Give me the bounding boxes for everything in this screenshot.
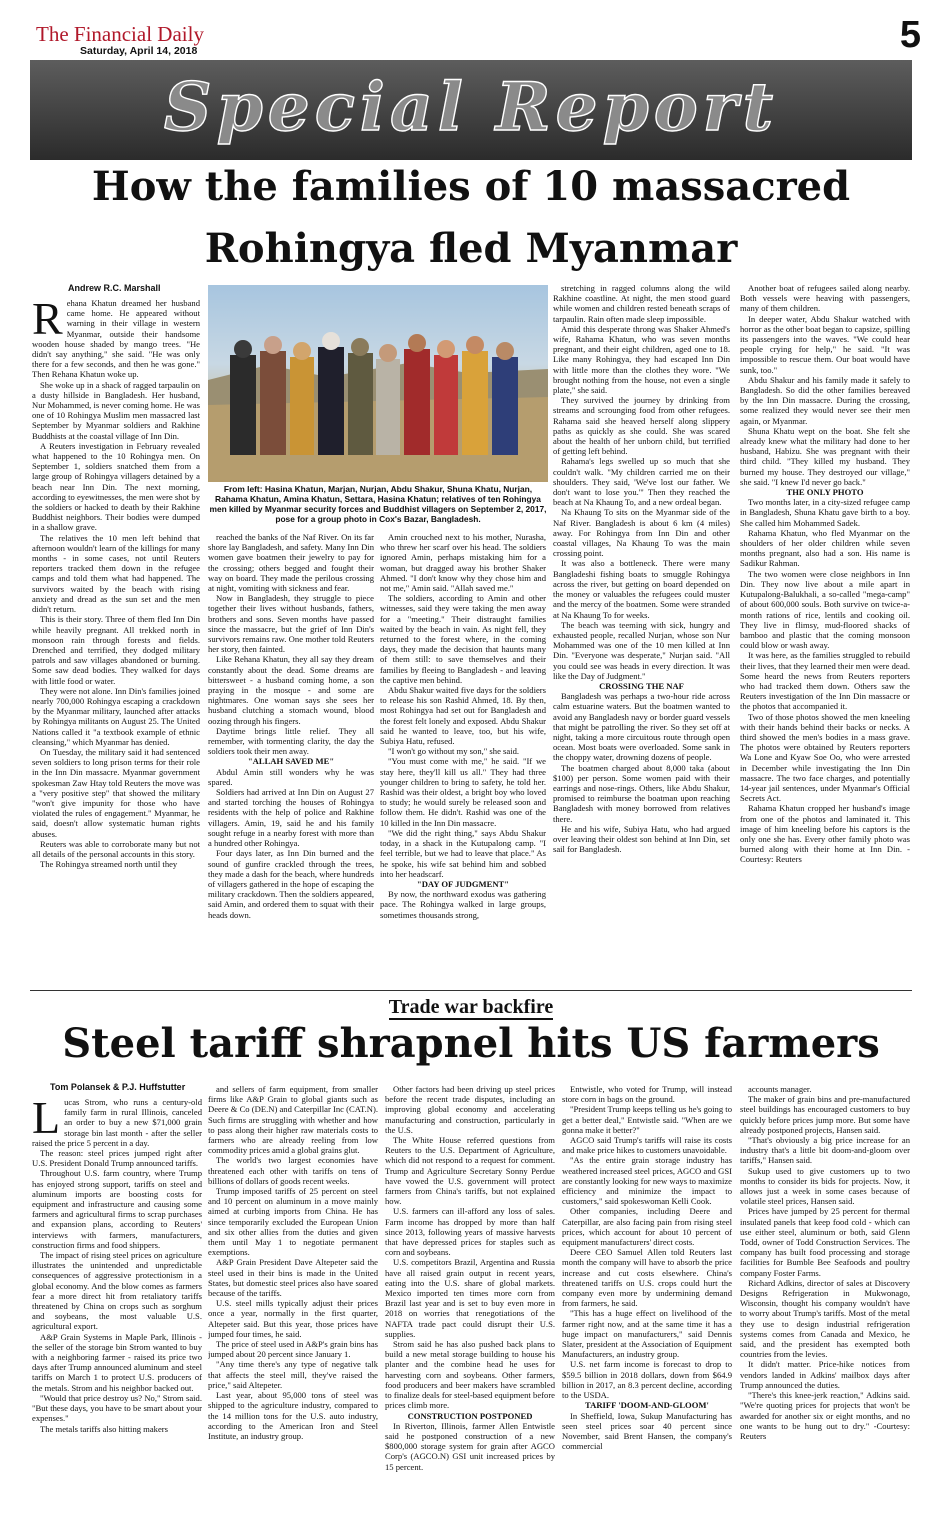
masthead-title: The Financial Daily — [36, 22, 204, 46]
paragraph: Strom said he has also pushed back plans to build a new metal storage building to house his planter and the combine head he uses for harvesting corn and soybeans. Other farmers, food producers and beer makers have scrambled to finalize deals for steel-based equipment before prices climb more. — [385, 1339, 555, 1411]
paragraph: Other factors had been driving up steel prices before the recent trade disputes, including an improving global economy and accelerating manufacturing and construction, particularly in the U.S. — [385, 1084, 555, 1135]
subheading: "DAY OF JUDGMENT" — [416, 878, 510, 889]
paragraph: A&P Grain Systems in Maple Park, Illinois - the seller of the storage bin Strom wanted to buy with a neighboring farmer - raised its price two days after Trump announced aluminum and steel tariffs on March 1 to protect U.S. producers of the metals. Strom and his neighbor backed out. — [32, 1331, 202, 1393]
paragraph: Other companies, including Deere and Caterpillar, are also facing pain from rising steel prices, which account for about 10 percent of equipment manufacturers' direct costs. — [562, 1206, 732, 1248]
byline: Andrew R.C. Marshall — [68, 283, 161, 293]
paragraph: Deere CEO Samuel Allen told Reuters last month the company will have to absorb the price increase and cut costs elsewhere. China's threatened tariffs on U.S. crops could hurt the company even more by undermining demand from farmers, he said. — [562, 1247, 732, 1309]
paragraph: "You must come with me," he said. "If we stay here, they'll kill us all." They had three younger children to bring to safety, he told her. Rashid was their oldest, a bright boy who loved to study; he would surely be released soon and follow them. He didn't. Rashid was one of the 10 killed in the Inn Din massacre. — [380, 756, 546, 828]
story2-column-3 — [385, 1084, 555, 1521]
paragraph: "Any time there's any type of negative talk that affects the steel mill, they've raised the price," said Altepeter. — [208, 1359, 378, 1390]
paragraph: Rehana Khatun dreamed her husband came home. He appeared without warning in their village in western Myanmar, outside their handsome wooden house shaded by mango trees. "He didn't say anything," she said. "He was only there for a few seconds, and then he was gone." Then Rehana Khatun woke up. — [32, 298, 200, 380]
paragraph: "I won't go without my son," she said. — [388, 746, 520, 757]
group-photo — [208, 285, 548, 482]
paragraph: Shuna Khatu wept on the boat. She felt she already knew what the military had done to her husband, Habizu. She was pregnant with their third child. "They killed my husband. They burned my house. They destroyed our village," she said. "I knew I'd never go back." — [740, 425, 910, 487]
paragraph: Bangladesh was perhaps a two-hour ride across calm estuarine waters. But the boatmen wanted to avoid any Bangladesh navy or border guard vessels that might be patrolling the river. So they set off at night, taking a more circuitous route through open ocean. Most boats were overloaded. Some sank in the choppy water, drowning dozens of people. — [553, 691, 730, 763]
paragraph: Rahama Khatun cropped her husband's image from one of the photos and laminated it. This image of him kneeling before his captors is the only one she has. Every other family photo was burned along with their home at Inn Din. -Courtesy: Reuters — [740, 803, 910, 865]
page-number: 5 — [899, 14, 921, 56]
section-banner-title: Special Report — [163, 68, 779, 146]
drop-cap: R — [32, 298, 63, 344]
paragraph: U.S. net farm income is forecast to drop to $59.5 billion in 2018 dollars, down from $64.9 billion in 2017, an 8.3 percent decline, according to the USDA. — [562, 1359, 732, 1401]
story2-column-2 — [208, 1084, 378, 1521]
section-divider — [30, 990, 912, 991]
paragraph: stretching in ragged columns along the wild Rakhine coastline. At night, the men stood guard while women and children rested beneath scraps of tarpaulin. Rain often made sleep impossible. — [553, 283, 730, 324]
paragraph: A&P Grain President Dave Altepeter said the steel used in their bins is made in the United States, but domestic steel prices also have soared because of the tariffs. — [208, 1257, 378, 1299]
paragraph: In Riverton, Illinois, farmer Allen Entwistle said he postponed construction of a new $800,000 storage system for grain after AGCO Corp's (AGCO.N) GSI unit increased prices by 15 percent. — [385, 1420, 555, 1472]
paragraph: In Sheffield, Iowa, Sukup Manufacturing has seen steel prices soar 40 percent since November, said Brent Hansen, the company's commercial — [562, 1410, 732, 1452]
story2-column-1 — [32, 1097, 202, 1521]
story2-column-5 — [740, 1084, 910, 1521]
paragraph: A Reuters investigation in February revealed what happened to the 10 Rohingya men. On September 1, soldiers snatched them from a large group of Rohingya villagers detained by a beach near Inn Din. The next morning, according to eyewitnesses, the men were shot by the soldiers or hacked to death by their Rakhine Buddhist neighbors. Their bodies were dumped in a shallow grave. — [32, 440, 200, 533]
paragraph: Throughout U.S. farm country, where Trump has enjoyed strong support, tariffs on steel and aluminum imports are boosting costs for equipment and infrastructure and causing some farmers and agricultural firms to scrap purchases and expansion plans, according to Reuters' interviews with farmers, manufacturers, construction firms and food shippers. — [32, 1168, 202, 1250]
paragraph: Richard Adkins, director of sales at Discovery Designs Refrigeration in Mukwonago, Wisconsin, thought his company wouldn't have to worry about Trump's tariffs. Most of the metal they use to design industrial refrigeration systems comes from Canada and Mexico, he said, and the president has exempted both countries from the levies. — [740, 1277, 910, 1360]
paragraph: Like Rehana Khatun, they all say they dream constantly about the dead. Some dreams are bittersweet - a husband coming home, a son praying in the mosque - and some are nightmares. One woman says she sees her husband clutching a stomach wound, blood oozing through his fingers. — [208, 654, 374, 726]
paragraph: The maker of grain bins and pre-manufactured steel buildings has encouraged customers to buy quickly before prices jump more. But some have already postponed projects, Hansen said. — [740, 1094, 910, 1135]
paragraph: In deeper water, Abdu Shakur watched with horror as the other boat began to capsize, spilling its passengers into the waves. "We could hear people crying for help," he said. "It was impossible to rescue them. Our boat would have sunk, too." — [740, 313, 910, 375]
paragraph: The reason: steel prices jumped right after U.S. President Donald Trump announced tariffs. — [32, 1148, 202, 1169]
paragraph: Rahama's legs swelled up so much that she couldn't walk. "My children carried me on their shoulders. They said, 'We've lost our father. We don't want to lose you.'" Then they reached the beach at Na Khaung To, and a new ordeal began. — [553, 456, 730, 508]
paragraph: The Rohingya streamed north until they — [40, 859, 178, 870]
paragraph: Prices have jumped by 25 percent for thermal insulated panels that keep food cold - which can use either steel, aluminum or both, said Glenn Todd, owner of Todd Construction Services. The company has built food processing and storage facilities for Bumble Bee Seafoods and poultry company Foster Farms. — [740, 1206, 910, 1278]
story1-column-4 — [553, 283, 730, 984]
paragraph: Lucas Strom, who runs a century-old family farm in rural Illinois, canceled an order to buy a new $71,000 grain storage bin last month - after the seller raised the price 5 percent in a day. — [32, 1097, 202, 1148]
paragraph: Abdu Shakur waited five days for the soldiers to release his son Rashid Ahmed, 18. By then, most Rohingya had set out for Bangladesh and the forest felt lonely and exposed. Abdu Shakur said he wanted to leave, too, but his wife, Subiya Hatu, refused. — [380, 685, 546, 747]
paragraph: Reuters was able to corroborate many but not all details of the personal accounts in this story. — [32, 838, 200, 859]
headline-line-1: How the families of 10 massacred — [91, 163, 851, 210]
paragraph: Abdul Amin still wonders why he was spared. — [208, 766, 374, 787]
paragraph: Entwistle, who voted for Trump, will instead store corn in bags on the ground. — [562, 1084, 732, 1105]
paragraph: Rahama Khatun, who fled Myanmar on the shoulders of her older children while seven months pregnant, also had a son. His name is Sadikur Rahman. — [740, 527, 910, 569]
headline-2: Steel tariff shrapnel hits US farmers — [62, 1020, 880, 1067]
issue-date: Saturday, April 14, 2018 — [80, 45, 198, 57]
group-photo-image — [208, 285, 548, 482]
kicker — [30, 996, 912, 1019]
paragraph: The world's two largest economies have threatened each other with tariffs on tens of billions of dollars of goods recent weeks. — [208, 1155, 378, 1186]
paragraph: On Tuesday, the military said it had sentenced seven soldiers to long prison terms for their role in the Inn Din massacre. Myanmar government spokesman Zaw Htay told Reuters the move was a "very positive step" that showed the military "won't give impunity for those who have violated the rules of engagement." Myanmar, he said, doesn't allow systematic human rights abuses. — [32, 746, 200, 839]
paragraph: "President Trump keeps telling us he's going to get a better deal," Entwistle said. "When are we gonna make it better?" — [562, 1104, 732, 1135]
subheading: THE ONLY PHOTO — [786, 487, 864, 498]
paragraph: Abdu Shakur and his family made it safely to Bangladesh. So did the other families bereaved by the Inn Din massacre. During the crossing, some realized they would never see their men again, or Myanmar. — [740, 374, 910, 426]
story1-column-5 — [740, 283, 910, 984]
paragraph: Amin crouched next to his mother, Nurasha, who threw her scarf over his head. The soldiers ignored Amin, perhaps mistaking him for a woman, but dragged away his brother Shaker Ahmed. "I don't know why they chose him and not me," Amin said. "Allah saved me." — [380, 532, 546, 594]
paragraph: This is their story. Three of them fled Inn Din while heavily pregnant. All trekked north in monsoon rain through forests and fields. Drenched and terrified, they dodged military patrols and saw villages abandoned or burning. Some saw dead bodies. They walked for days with little food or water. — [32, 614, 200, 686]
paragraph: "There's this knee-jerk reaction," Adkins said. "We're quoting prices for projects that won't be awarded for another six or eight months, and no one wants to be hung out to dry." -Courtesy: Reuters — [740, 1390, 910, 1441]
paragraph: Four days later, as Inn Din burned and the sound of gunfire crackled through the trees, they made a dash for the beach, where hundreds of villagers gathered in the hope of escaping the military crackdown. Then the soldiers appeared, said Amin, and ordered them to squat with their heads down. — [208, 848, 374, 920]
paragraph: Trump imposed tariffs of 25 percent on steel and 10 percent on aluminum in a move mainly aimed at curbing imports from China. He has since temporarily excluded the European Union and six other allies from the duties and given them until May 1 to negotiate permanent exemptions. — [208, 1186, 378, 1258]
paragraph: The price of steel used in A&P's grain bins has jumped about 20 percent since January 1. — [208, 1339, 378, 1360]
byline-2: Tom Polansek & P.J. Huffstutter — [50, 1082, 186, 1092]
paragraph: reached the banks of the Naf River. On its far shore lay Bangladesh, and safety. Many Inn Din women gave boatmen their jewelry to pay for the crossing; others begged and fought their way on board. They made the perilous crossing at night, vomiting with sickness and fear. — [208, 532, 374, 594]
paragraph: "Would that price destroy us? No," Strom said. "But these days, you have to be smart about your expenses." — [32, 1392, 202, 1424]
paragraph: He and his wife, Subiya Hatu, who had argued over leaving their oldest son behind at Inn Din, set sail for Bangladesh. — [553, 823, 730, 855]
paragraph: They survived the journey by drinking from streams and scrounging food from other refugees. Rahama said she heaved herself along slippery paths as quickly as she could. She was scared about the health of her unborn child, but terrified of getting left behind. — [553, 395, 730, 457]
subheading: TARIFF 'DOOM-AND-GLOOM' — [585, 1400, 709, 1411]
story1-column-3 — [380, 532, 546, 984]
paragraph: The impact of rising steel prices on agriculture illustrates the unintended and unpredictable consequences of aggressive protectionism in a global economy. And the blow comes as farmers fear a more direct hit from retaliatory tariffs threatened by China on crops such as sorghum and soybeans, the most valuable U.S. agricultural export. — [32, 1250, 202, 1332]
paragraph: The relatives the 10 men left behind that afternoon wouldn't learn of the killings for many months - in some cases, not until Reuters reporters tracked them down in the refugee camps and told them what had happened. The survivors waited by the beach with rising anxiety and dread as the sun set and the men didn't return. — [32, 532, 200, 615]
headline-line-2: Rohingya fled Myanmar — [204, 225, 738, 272]
paragraph: The White House referred questions from Reuters to the U.S. Department of Agriculture, which did not respond to a request for comment. Trump and Agriculture Secretary Sonny Perdue have vowed the U.S. government will protect farmers from China's tariffs, but not explained how. — [385, 1135, 555, 1207]
paragraph: Sukup used to give customers up to two months to consider its bids for projects. Now, it allows just a week in some cases because of volatile steel prices, Hansen said. — [740, 1165, 910, 1207]
paragraph: Two months later, in a city-sized refugee camp in Bangladesh, Shuna Khatu gave birth to a boy. She called him Mohammed Sadek. — [740, 497, 910, 528]
paragraph: It was also a bottleneck. There were many Bangladeshi fishing boats to smuggle Rohingya across the river, but getting on board depended on the money or valuables the refugees could muster and the mercy of the boatmen. Some were stranded at Na Khaung To for weeks. — [553, 558, 730, 620]
paragraph: Amid this desperate throng was Shaker Ahmed's wife, Rahama Khatun, who was seven months pregnant, and their eight children, aged one to 18. Like many Rohingya, they had escaped Inn Din with little more than the clothes they wore. "We brought nothing from the house, not even a single plate," she said. — [553, 323, 730, 396]
paragraph: and sellers of farm equipment, from smaller firms like A&P Grain to global giants such as Deere & Co (DE.N) and Caterpillar Inc (CAT.N). Such firms are struggling with whether and how to pass along their higher raw materials costs to farmers who are already reeling from low commodity prices amid a global grains glut. — [208, 1084, 378, 1156]
paragraph: The metals tariffs also hitting makers — [40, 1423, 168, 1434]
subheading: CONSTRUCTION POSTPONED — [407, 1410, 533, 1421]
paragraph: It didn't matter. Price-hike notices from vendors landed in Adkins' mailbox days after Trump announced the duties. — [740, 1359, 910, 1390]
paragraph: U.S. steel mills typically adjust their prices once a year, normally in the first quarter, Altepeter said. But this year, those prices have jumped four times, he said. — [208, 1298, 378, 1339]
section-banner — [30, 60, 912, 160]
paragraph: Another boat of refugees sailed along nearby. Both vessels were heaving with passengers, many of them children. — [740, 283, 910, 314]
kicker-text: Trade war backfire — [388, 996, 554, 1018]
paragraph: accounts manager. — [748, 1084, 812, 1094]
paragraph: Two of those photos showed the men kneeling with their hands behind their backs or necks. A third showed the men's bodies in a mass grave. The photos were obtained by Reuters reporters Wa Lone and Kyaw Soe Oo, who were arrested in December while investigating the Inn Din massacre. The two face charges, and potentially 14-year jail sentences, under Myanmar's Official Secrets Act. — [740, 711, 910, 804]
paragraph: By now, the northward exodus was gathering pace. The Rohingya walked in large groups, sometimes thousands strong, — [380, 889, 546, 920]
paragraph: Now in Bangladesh, they struggle to piece together their lives without husbands, fathers, brothers and sons. Seven months have passed since the massacre, but the grief of Inn Din's survivors remains raw. One mother told Reuters her story, then fainted. — [208, 593, 374, 655]
paragraph: They were not alone. Inn Din's families joined nearly 700,000 Rohingya escaping a crackdown by the Myanmar military, launched after attacks by Rohingya militants on August 25. The United Nations called it "a textbook example of ethnic cleansing," which Myanmar has denied. — [32, 685, 200, 747]
story2-column-4 — [562, 1084, 732, 1521]
paragraph: Last year, about 95,000 tons of steel was shipped to the agriculture industry, compared to the 14 million tons for the U.S. auto industry, according to the American Iron and Steel Institute, an industry group. — [208, 1390, 378, 1441]
paragraph: Daytime brings little relief. They all remember, with tormenting clarity, the day the soldiers took their men away. — [208, 725, 374, 757]
paragraph: She woke up in a shack of ragged tarpaulin on a dusty hillside in Bangladesh. Her husband, Nur Mohammed, is never coming home. He was one of 10 Rohingya Muslim men massacred last September by Myanmar soldiers and Rakhine Buddhists at the coastal village of Inn Din. — [32, 379, 200, 441]
subheading: "ALLAH SAVED ME" — [247, 756, 335, 767]
paragraph: U.S. competitors Brazil, Argentina and Russia have all raised grain output in recent years, eating into the U.S. share of global markets. Mexico imported ten times more corn from Brazil last year and is set to buy even more in 2018 on worries that renegotiations of the NAFTA trade pact could disrupt their U.S. supplies. — [385, 1257, 555, 1339]
paragraph: Soldiers had arrived at Inn Din on August 27 and started torching the houses of Rohingya residents with the help of police and Rakhine villagers. Amin, 19, said he and his family sought refuge in a nearby forest with more than a hundred other Rohingya. — [208, 787, 374, 849]
paragraph: Na Khaung To sits on the Myanmar side of the Naf River. Bangladesh is about 6 km (4 miles) away. For Rohingya from Inn Din and other coastal villages, Na Khaung To was the main crossing point. — [553, 507, 730, 559]
story1-column-1 — [32, 298, 200, 984]
paragraph: It was here, as the families struggled to rebuild their lives, that they learned their men were dead. Some heard the news from Reuters reporters who had tracked them down. Others saw the Reuters investigation of the Inn Din massacre or the photos that accompanied it. — [740, 650, 910, 712]
paragraph: "We did the right thing," says Abdu Shakur today, in a shack in the Kutupalong camp. "I feel terrible, but we had to leave that place." As he spoke, his wife sat behind him and sobbed into her headscarf. — [380, 827, 546, 879]
paragraph: The two women were close neighbors in Inn Din. They now live about a mile apart in Kutupalong-Balukhali, a so-called "mega-camp" of about 600,000 souls. Both survive on twice-a-month rations of rice, lentils and cooking oil. They live in flimsy, mud-floored shacks of bamboo and plastic that the coming monsoon could blow or wash away. — [740, 568, 910, 651]
paragraph: The boatmen charged about 8,000 taka (about $100) per person. Some women paid with their earrings and nose-rings. Others, like Abdu Shakur, promised to reimburse the boatman upon reaching Bangladesh with money borrowed from relatives there. — [553, 762, 730, 824]
paragraph: "As the entire grain storage industry has weathered increased steel prices, AGCO and GSI are constantly looking for new ways to maximize efficiency and minimize the impact to customers," said spokeswoman Kelli Cook. — [562, 1155, 732, 1207]
subheading: CROSSING THE NAF — [599, 680, 684, 691]
story1-column-2 — [208, 532, 374, 984]
paragraph: "That's obviously a big price increase for an industry that's a little bit doom-and-gloom over tariffs," Hansen said. — [740, 1135, 910, 1166]
paragraph: "This has a huge effect on livelihood of the farmer right now, and at the same time it has a huge impact on manufacturers," said Dennis Slater, president at the Association of Equipment Manufacturers, an industry group. — [562, 1308, 732, 1360]
paragraph: AGCO said Trump's tariffs will raise its costs and make price hikes to customers unavoidable. — [562, 1135, 732, 1156]
paragraph: The beach was teeming with sick, hungry and exhausted people, recalled Nurjan, whose son Nur Mohammed was one of the 10 men killed at Inn Din. "Everyone was desperate," Nurjan said. "All you could see was heads in every direction. It was like the Day of Judgment." — [553, 619, 730, 681]
drop-cap: L — [32, 1097, 61, 1143]
photo-caption: From left: Hasina Khatun, Marjan, Nurjan, Abdu Shakur, Shuna Khatu, Nurjan, Rahama Khatun, Amina Khatun, Settara, Hasina Khatun; relatives of ten Rohingya men killed by Myanmar security forces and Buddhist villagers on September 2, 2017, pose for a group photo in Cox's Bazar, Bangladesh. — [209, 484, 547, 524]
paragraph: The soldiers, according to Amin and other witnesses, said they were taking the men away for a "meeting." Their distraught families waited by the beach in vain. As night fell, they returned to the forest where, in the coming days, they made the decision that haunts many of them still: to save themselves and their families by fleeing to Bangladesh - and leaving the captive men behind. — [380, 593, 546, 685]
paragraph: U.S. farmers can ill-afford any loss of sales. Farm income has dropped by more than half since 2013, following years of massive harvests that have depressed prices for staples such as corn and soybeans. — [385, 1206, 555, 1258]
